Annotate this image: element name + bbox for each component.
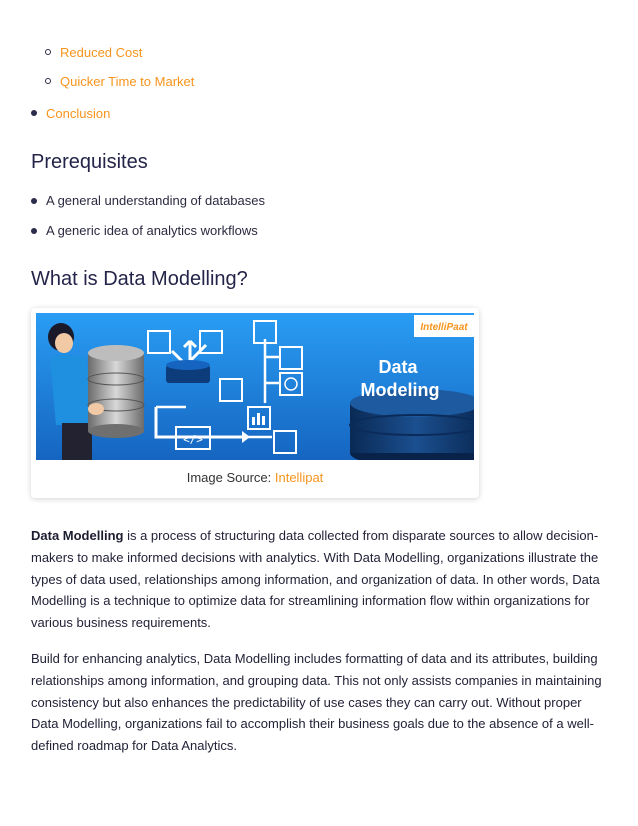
paragraph-1-text: is a process of structuring data collected from disparate sources to allow decision-makers to make informed decisions with analytics. With Data Modelling, organizations illustrate the types of data used, relationships among information, and organization of data. In other words, Data Modelling is a technique to optimize data for streamlining information flow within organizations for various business requirements. [31, 528, 600, 631]
bullet-icon [31, 228, 37, 234]
caption-prefix: Image Source: [186, 470, 275, 485]
list-item [31, 193, 265, 208]
toc-main-item[interactable] [31, 106, 110, 120]
intellipaat-logo: IntelliPaat [420, 322, 468, 333]
list-item-text: A generic idea of analytics workflows [46, 223, 258, 238]
toc-subitem[interactable] [45, 45, 194, 59]
prerequisites-list [31, 193, 265, 238]
svg-text:</>: </> [183, 433, 203, 446]
list-item [31, 223, 265, 238]
toc-link-conclusion[interactable]: Conclusion [46, 105, 111, 121]
toc-link-quicker-time[interactable]: Quicker Time to Market [60, 73, 195, 89]
image-card [31, 308, 479, 498]
banner-title-line1: Data [378, 357, 418, 377]
caption-source-link[interactable]: Intellipat [274, 470, 324, 485]
toc-link-reduced-cost[interactable]: Reduced Cost [60, 44, 143, 60]
banner-title-line2: Modeling [360, 380, 440, 400]
paragraph-1 [31, 525, 609, 634]
toc-sublist [45, 45, 194, 88]
paragraph-2: Build for enhancing analytics, Data Modelling includes formatting of data and its attributes, building relationships among information, and grouping data. This not only assists companies in maintaining consistency but also enhances the predictability of use cases they can carry out. Without proper Data Modelling, organizations fail to accomplish their business goals due to the absence of a well-defined roadmap for Data Analytics. [31, 651, 602, 754]
section-heading: What is Data Modelling? [31, 268, 248, 290]
toc-subitem[interactable] [45, 74, 194, 88]
image-caption [31, 470, 479, 485]
list-item-text: A general understanding of databases [46, 193, 266, 208]
prerequisites-heading: Prerequisites [31, 151, 148, 173]
bullet-icon [31, 198, 37, 204]
data-modeling-banner-image [36, 313, 474, 460]
hollow-bullet-icon [45, 78, 51, 84]
hollow-bullet-icon [45, 49, 51, 55]
paragraph-1-bold-term: Data Modelling [31, 528, 124, 543]
bullet-icon [31, 110, 37, 116]
